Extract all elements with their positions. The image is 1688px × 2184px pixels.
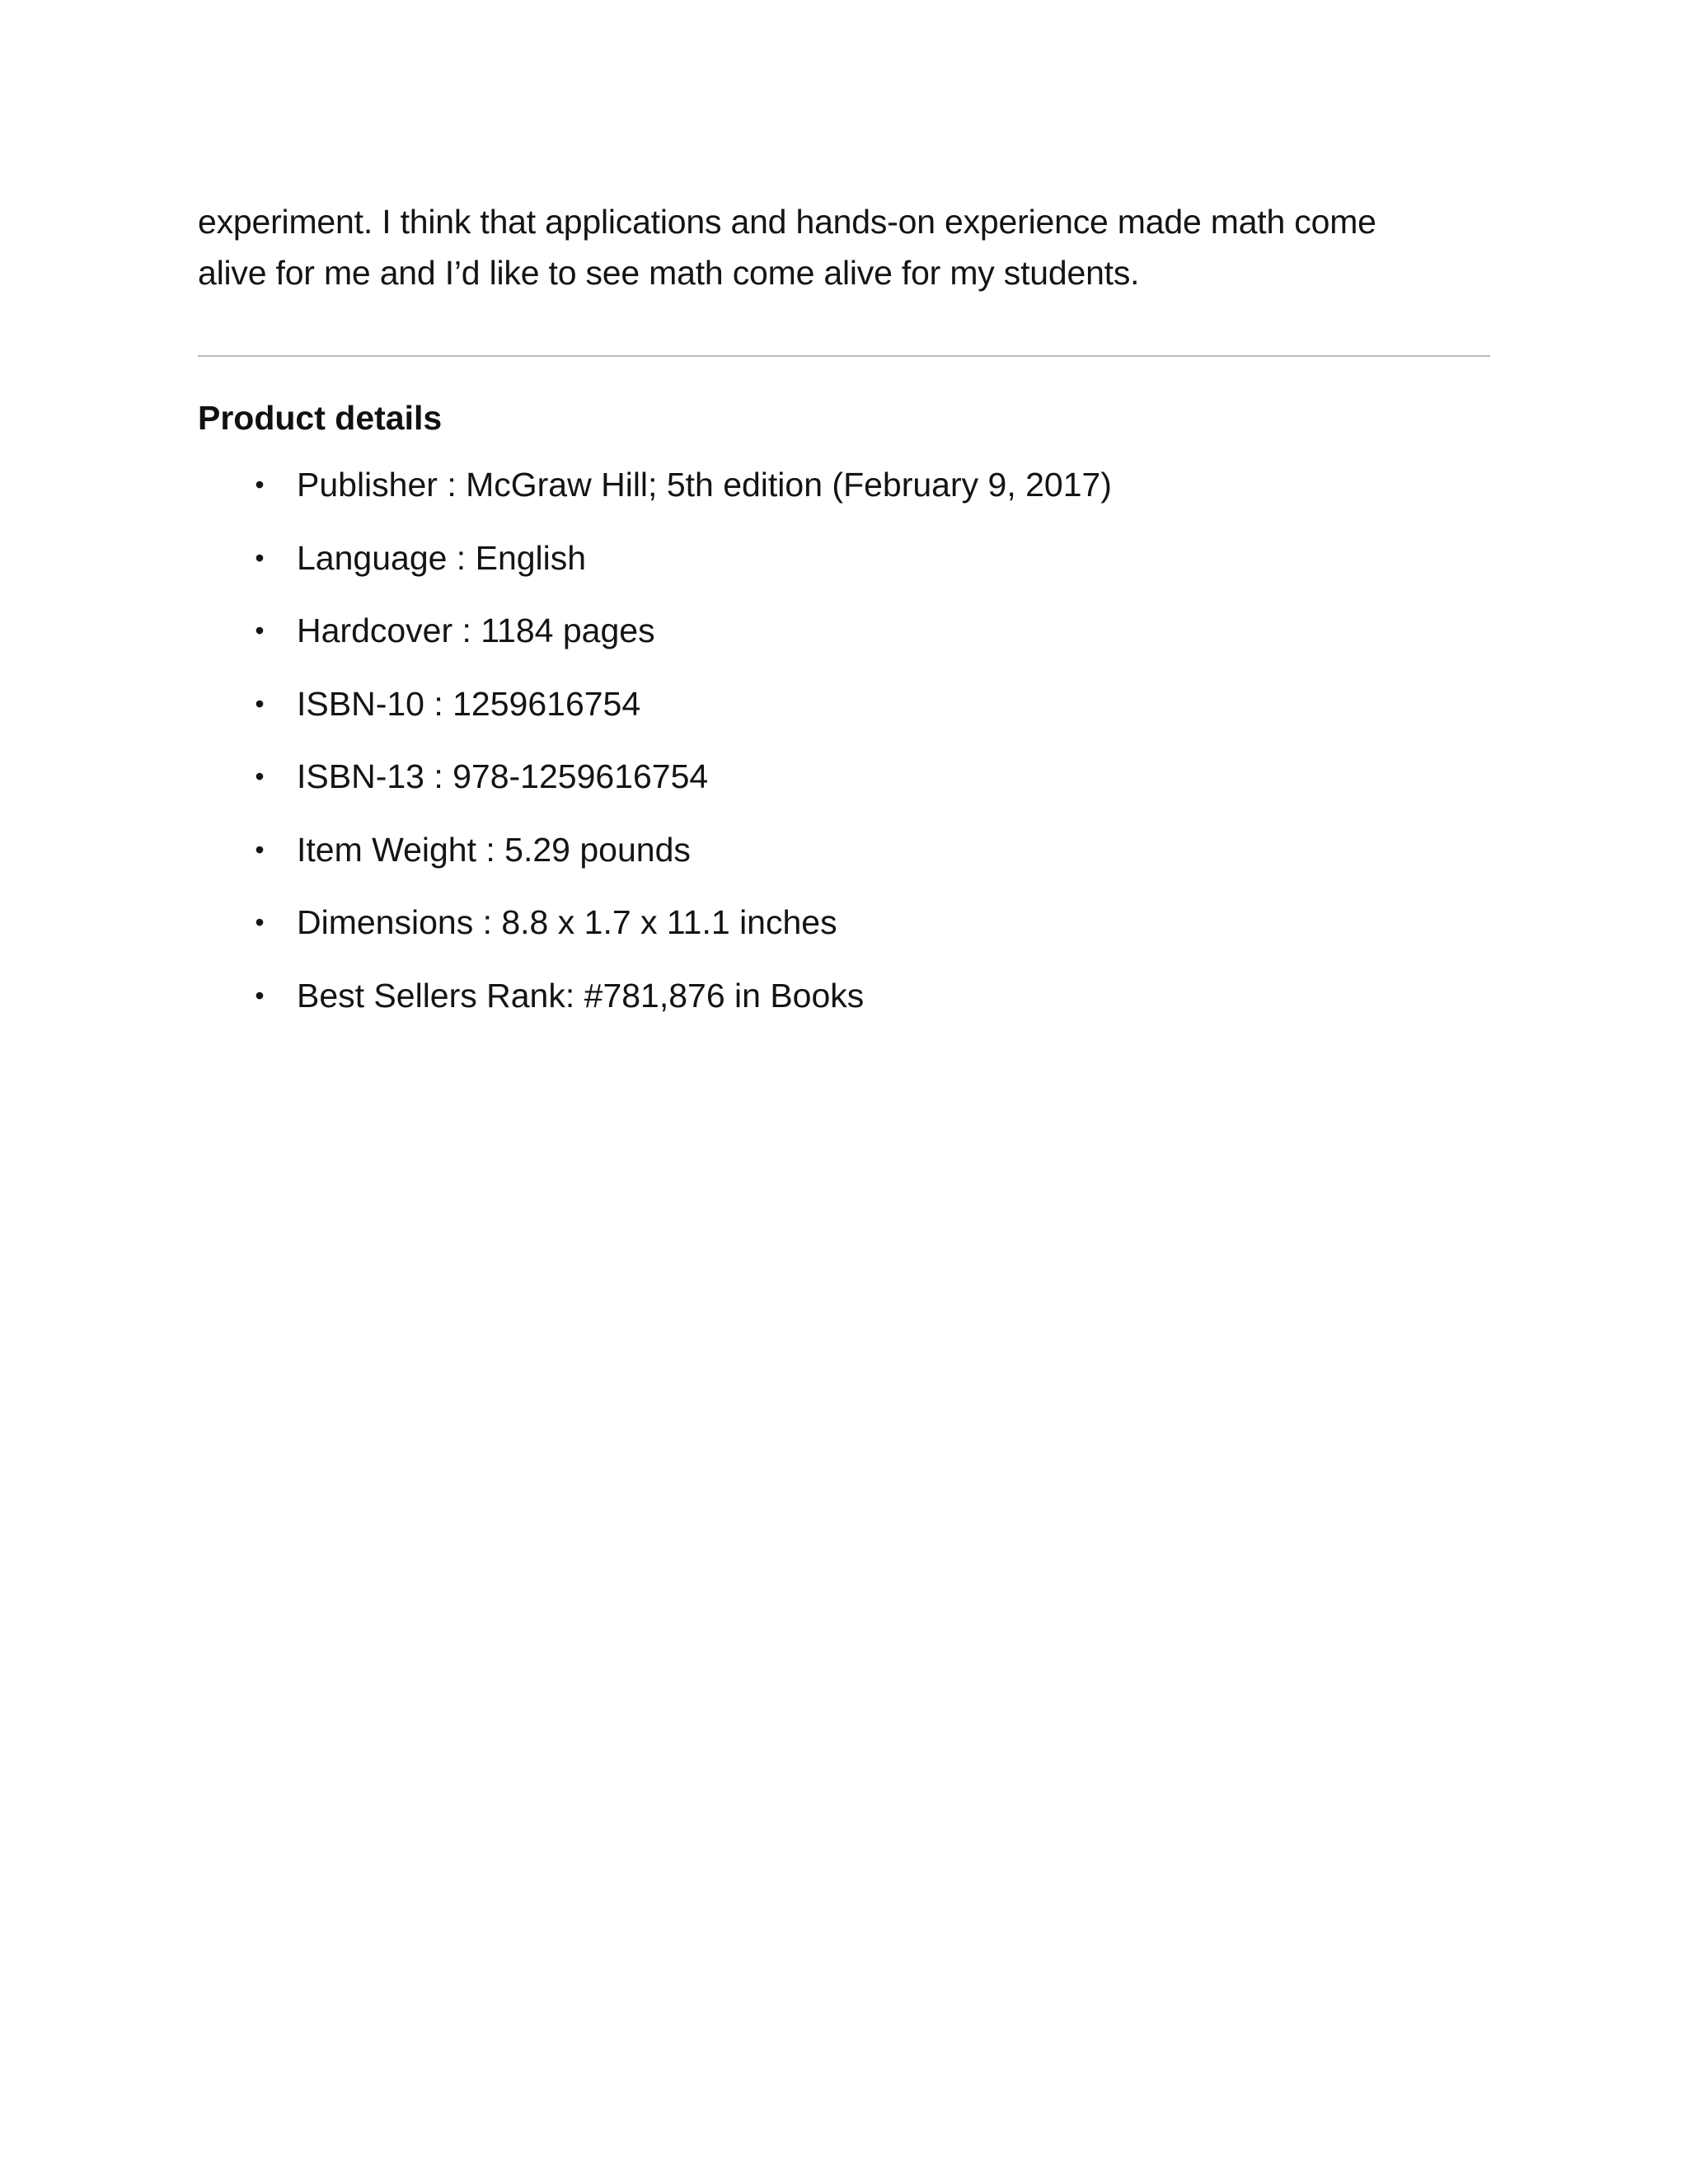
detail-item-language <box>198 535 1490 608</box>
detail-text: ISBN-10 : 1259616754 <box>297 684 641 723</box>
bullet-icon: • <box>255 470 265 499</box>
detail-text: Best Sellers Rank: #781,876 in Books <box>297 976 865 1015</box>
detail-item-isbn-13 <box>198 753 1490 827</box>
detail-item-weight <box>198 827 1490 900</box>
intro-line-2: alive for me and I’d like to see math come alive for my students. <box>198 254 1140 292</box>
detail-text: Publisher : McGraw Hill; 5th edition (February 9, 2017) <box>297 466 1112 504</box>
bullet-icon: • <box>255 688 265 719</box>
detail-item-dimensions <box>198 899 1490 972</box>
bullet-icon: • <box>255 980 265 1010</box>
intro-line-1: experiment. I think that applications and hands-on experience made math come <box>198 203 1376 241</box>
product-details-list <box>198 462 1490 1045</box>
detail-text: Language : English <box>297 538 587 577</box>
detail-item-publisher <box>198 462 1490 535</box>
product-details-heading: Product details <box>198 399 443 437</box>
page-content <box>198 196 1490 1045</box>
bullet-icon: • <box>255 616 265 645</box>
detail-text: Dimensions : 8.8 x 1.7 x 11.1 inches <box>297 903 837 941</box>
section-divider <box>198 355 1490 357</box>
bullet-icon: • <box>255 834 265 865</box>
bullet-icon: • <box>255 762 265 791</box>
bullet-icon: • <box>255 907 265 937</box>
bullet-icon: • <box>255 542 265 573</box>
intro-paragraph <box>198 196 1490 298</box>
detail-text: Item Weight : 5.29 pounds <box>297 830 691 869</box>
detail-item-isbn-10 <box>198 681 1490 754</box>
detail-text: Hardcover : 1184 pages <box>297 612 655 649</box>
detail-item-best-sellers-rank <box>198 972 1490 1046</box>
detail-text: ISBN-13 : 978-1259616754 <box>297 757 709 795</box>
detail-item-hardcover <box>198 607 1490 681</box>
